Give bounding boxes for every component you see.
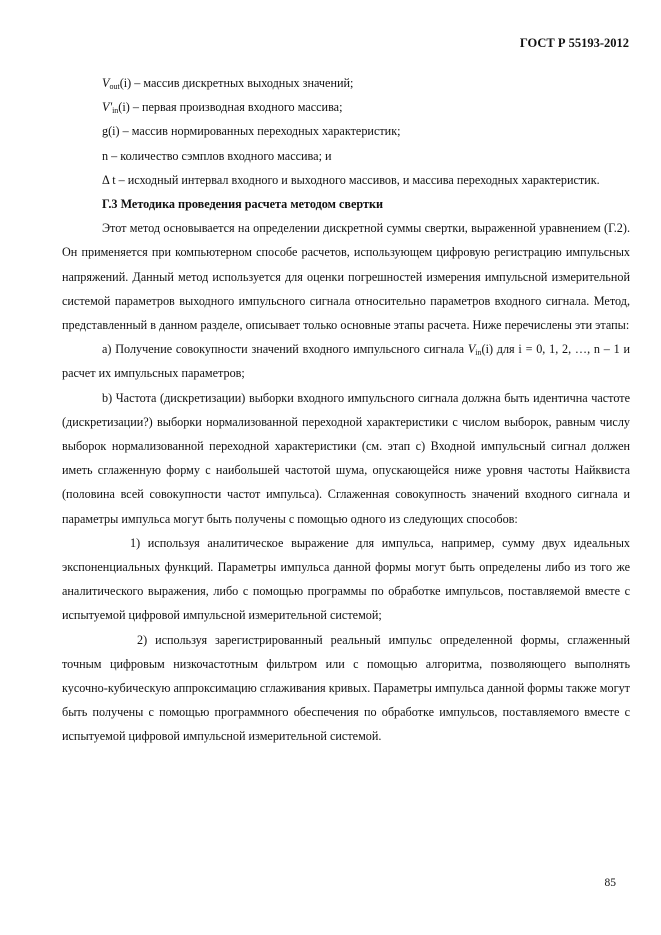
list-item-b: b) Частота (дискретизации) выборки входного импульсного сигнала должна быть идентична частоте (дискретизации?) выборки нормализованной переходной характеристики с числом выборок, равным числу выборок нормализованной переходной характеристики (см. этап с) Входной импульсный сигнал должен иметь сглаженную форму с наибольшей частотой шума, опускающейся ниже уровня частоты Найквиста (половина всей совокупности частот импульса). Сглаженная совокупность значений входного сигнала и параметры импульса могут быть получены с помощью одного из следующих способов: bbox=[62, 390, 630, 526]
page-body bbox=[62, 71, 630, 749]
var-v: V bbox=[467, 342, 476, 357]
definition-text: (i) – массив дискретных выходных значений; bbox=[119, 76, 354, 90]
definition-line-vin bbox=[62, 95, 630, 119]
var-subscript: in bbox=[475, 348, 482, 358]
definition-text: (i) – первая производная входного массива; bbox=[118, 100, 343, 115]
definition-line-n: n – количество сэмплов входного массива; и bbox=[102, 148, 332, 163]
document-header: ГОСТ Р 55193-2012 bbox=[519, 36, 629, 50]
var-subscript: in bbox=[112, 106, 119, 116]
item-a-text: а) Получение совокупности значений входного импульсного сигнала bbox=[102, 342, 468, 357]
sub-item-2: 2) используя зарегистрированный реальный импульс определенной формы, сглаженный точным цифровым низкочастотным фильтром или с помощью алгоритма, позволяющего выполнять кусочно-кубическую аппроксимацию сглаживания кривых. Параметры импульса данной формы также могут быть получены с помощью программного обеспечения по обработке импульсов, поставляемого вместе с испытуемой цифровой импульсной измерительной системой. bbox=[62, 632, 630, 744]
definition-line-vout bbox=[62, 71, 630, 95]
list-item-a bbox=[62, 337, 630, 385]
definition-line-dt: Δ t – исходный интервал входного и выходного массивов, и массива переходных характеристик. bbox=[102, 172, 600, 187]
section-heading: Г.3 Методика проведения расчета методом свертки bbox=[102, 197, 384, 212]
page-number: 85 bbox=[604, 877, 616, 889]
paragraph-intro: Этот метод основывается на определении дискретной суммы свертки, выраженной уравнением (Г.2). Он применяется при компьютерном способе расчетов, использующем цифровую регистрацию импульсных напряжений. Данный метод используется для оценки погрешностей измерения импульсной измерительной системой параметров выходного импульсного сигнала относительно параметров входного сигнала. Метод, представленный в данном разделе, описывает только основные этапы расчета. Ниже перечислены эти этапы: bbox=[62, 221, 630, 333]
sub-item-1: 1) используя аналитическое выражение для импульса, например, сумму двух идеальных экспоненциальных функций. Параметры импульса данной формы могут быть определены либо из того же аналитического выражения, либо с помощью программы по обработке импульсов, поставляемой вместе с испытуемой цифровой импульсной измерительной системой; bbox=[62, 535, 630, 623]
item-a-text-end: (i) для i = 0, 1, 2, …, n – 1 и расчет их импульсных параметров; bbox=[62, 342, 630, 381]
var-subscript: out bbox=[109, 82, 120, 91]
var-v: V bbox=[102, 76, 110, 90]
var-v: V' bbox=[102, 100, 113, 115]
definition-line-g: g(i) – массив нормированных переходных характеристик; bbox=[102, 124, 401, 139]
